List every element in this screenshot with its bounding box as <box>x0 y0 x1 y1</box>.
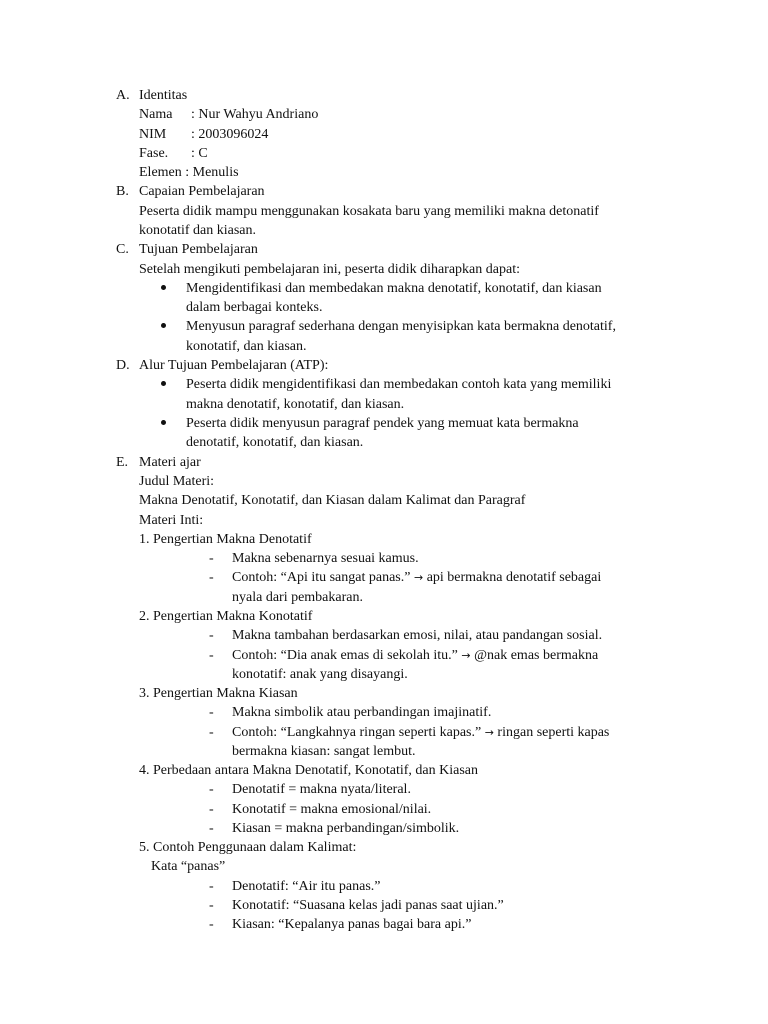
right-arrow-icon: → <box>413 571 424 584</box>
bullet-dot <box>161 420 166 425</box>
materi-2-example-cont: konotatif: anak yang disayangi. <box>232 667 408 682</box>
section-d-bullet-line: Peserta didik mengidentifikasi dan membedakan contoh kata yang memiliki <box>186 377 612 392</box>
section-c-bullet-line: konotatif, dan kiasan. <box>186 339 307 354</box>
section-c-title: Tujuan Pembelajaran <box>139 242 258 257</box>
materi-3-example-cont: bermakna kiasan: sangat lembut. <box>232 744 416 759</box>
example-explanation: @nak emas bermakna <box>474 648 599 663</box>
nama-value: : Nur Wahyu Andriano <box>191 107 319 122</box>
example-explanation: api bermakna denotatif sebagai <box>426 570 602 585</box>
example-quote: Contoh: “Dia anak emas di sekolah itu.” <box>232 648 458 663</box>
bullet-dot <box>161 381 166 386</box>
section-c-bullet-line: Mengidentifikasi dan membedakan makna denotatif, konotatif, dan kiasan <box>186 281 602 296</box>
section-b-text-line: konotatif dan kiasan. <box>139 223 257 238</box>
materi-3-example <box>232 723 609 742</box>
materi-3-heading: 3. Pengertian Makna Kiasan <box>139 686 298 701</box>
section-d-bullet-line: denotatif, konotatif, dan kiasan. <box>186 435 364 450</box>
example-quote: Contoh: “Langkahnya ringan seperti kapas.” <box>232 725 482 740</box>
materi-5-kata: Kata “panas” <box>151 859 226 874</box>
example-quote: Contoh: “Api itu sangat panas.” <box>232 570 411 585</box>
section-d-bullet-line: makna denotatif, konotatif, dan kiasan. <box>186 397 405 412</box>
section-e-marker: E. <box>116 455 129 470</box>
materi-1-example-cont: nyala dari pembakaran. <box>232 590 363 605</box>
materi-4-heading: 4. Perbedaan antara Makna Denotatif, Konotatif, dan Kiasan <box>139 763 478 778</box>
dash-marker: - <box>209 917 214 932</box>
materi-2-item: Makna tambahan berdasarkan emosi, nilai, atau pandangan sosial. <box>232 628 603 643</box>
dash-marker: - <box>209 570 214 585</box>
materi-5-item: Denotatif: “Air itu panas.” <box>232 879 381 894</box>
dash-marker: - <box>209 898 214 913</box>
section-e-title: Materi ajar <box>139 455 201 470</box>
section-a-title: Identitas <box>139 88 188 103</box>
materi-5-item: Konotatif: “Suasana kelas jadi panas saat ujian.” <box>232 898 504 913</box>
materi-1-item: Makna sebenarnya sesuai kamus. <box>232 551 419 566</box>
materi-4-item: Denotatif = makna nyata/literal. <box>232 782 411 797</box>
judul-materi-label: Judul Materi: <box>139 474 215 489</box>
materi-4-item: Kiasan = makna perbandingan/simbolik. <box>232 821 460 836</box>
dash-marker: - <box>209 648 214 663</box>
materi-2-example <box>232 646 598 665</box>
dash-marker: - <box>209 628 214 643</box>
bullet-dot <box>161 285 166 290</box>
materi-5-item: Kiasan: “Kepalanya panas bagai bara api.” <box>232 917 472 932</box>
dash-marker: - <box>209 821 214 836</box>
materi-4-item: Konotatif = makna emosional/nilai. <box>232 802 432 817</box>
materi-2-heading: 2. Pengertian Makna Konotatif <box>139 609 313 624</box>
right-arrow-icon: → <box>461 649 471 662</box>
nim-value: : 2003096024 <box>191 127 269 142</box>
materi-3-item: Makna simbolik atau perbandingan imajinatif. <box>232 705 492 720</box>
dash-marker: - <box>209 725 214 740</box>
section-c-marker: C. <box>116 242 129 257</box>
materi-inti-label: Materi Inti: <box>139 513 204 528</box>
section-c-bullet-line: Menyusun paragraf sederhana dengan menyisipkan kata bermakna denotatif, <box>186 319 616 334</box>
nim-label: NIM <box>139 127 167 142</box>
section-b-text-line: Peserta didik mampu menggunakan kosakata baru yang memiliki makna detonatif <box>139 204 599 219</box>
fase-label: Fase. <box>139 146 169 161</box>
dash-marker: - <box>209 551 214 566</box>
dash-marker: - <box>209 782 214 797</box>
section-d-marker: D. <box>116 358 130 373</box>
section-d-bullet-line: Peserta didik menyusun paragraf pendek yang memuat kata bermakna <box>186 416 579 431</box>
section-b-marker: B. <box>116 184 129 199</box>
section-c-bullet-line: dalam berbagai konteks. <box>186 300 323 315</box>
elemen-line: Elemen : Menulis <box>139 165 239 180</box>
materi-1-heading: 1. Pengertian Makna Denotatif <box>139 532 312 547</box>
example-explanation: ringan seperti kapas <box>497 725 610 740</box>
section-d-title: Alur Tujuan Pembelajaran (ATP): <box>139 358 329 373</box>
nama-label: Nama <box>139 107 173 122</box>
section-b-title: Capaian Pembelajaran <box>139 184 265 199</box>
fase-value: : C <box>191 146 208 161</box>
section-a-marker: A. <box>116 88 130 103</box>
dash-marker: - <box>209 879 214 894</box>
section-c-intro: Setelah mengikuti pembelajaran ini, peserta didik diharapkan dapat: <box>139 262 520 277</box>
right-arrow-icon: → <box>484 726 494 739</box>
judul-materi: Makna Denotatif, Konotatif, dan Kiasan dalam Kalimat dan Paragraf <box>139 493 526 508</box>
dash-marker: - <box>209 705 214 720</box>
dash-marker: - <box>209 802 214 817</box>
bullet-dot <box>161 323 166 328</box>
materi-5-heading: 5. Contoh Penggunaan dalam Kalimat: <box>139 840 357 855</box>
materi-1-example <box>232 568 601 587</box>
